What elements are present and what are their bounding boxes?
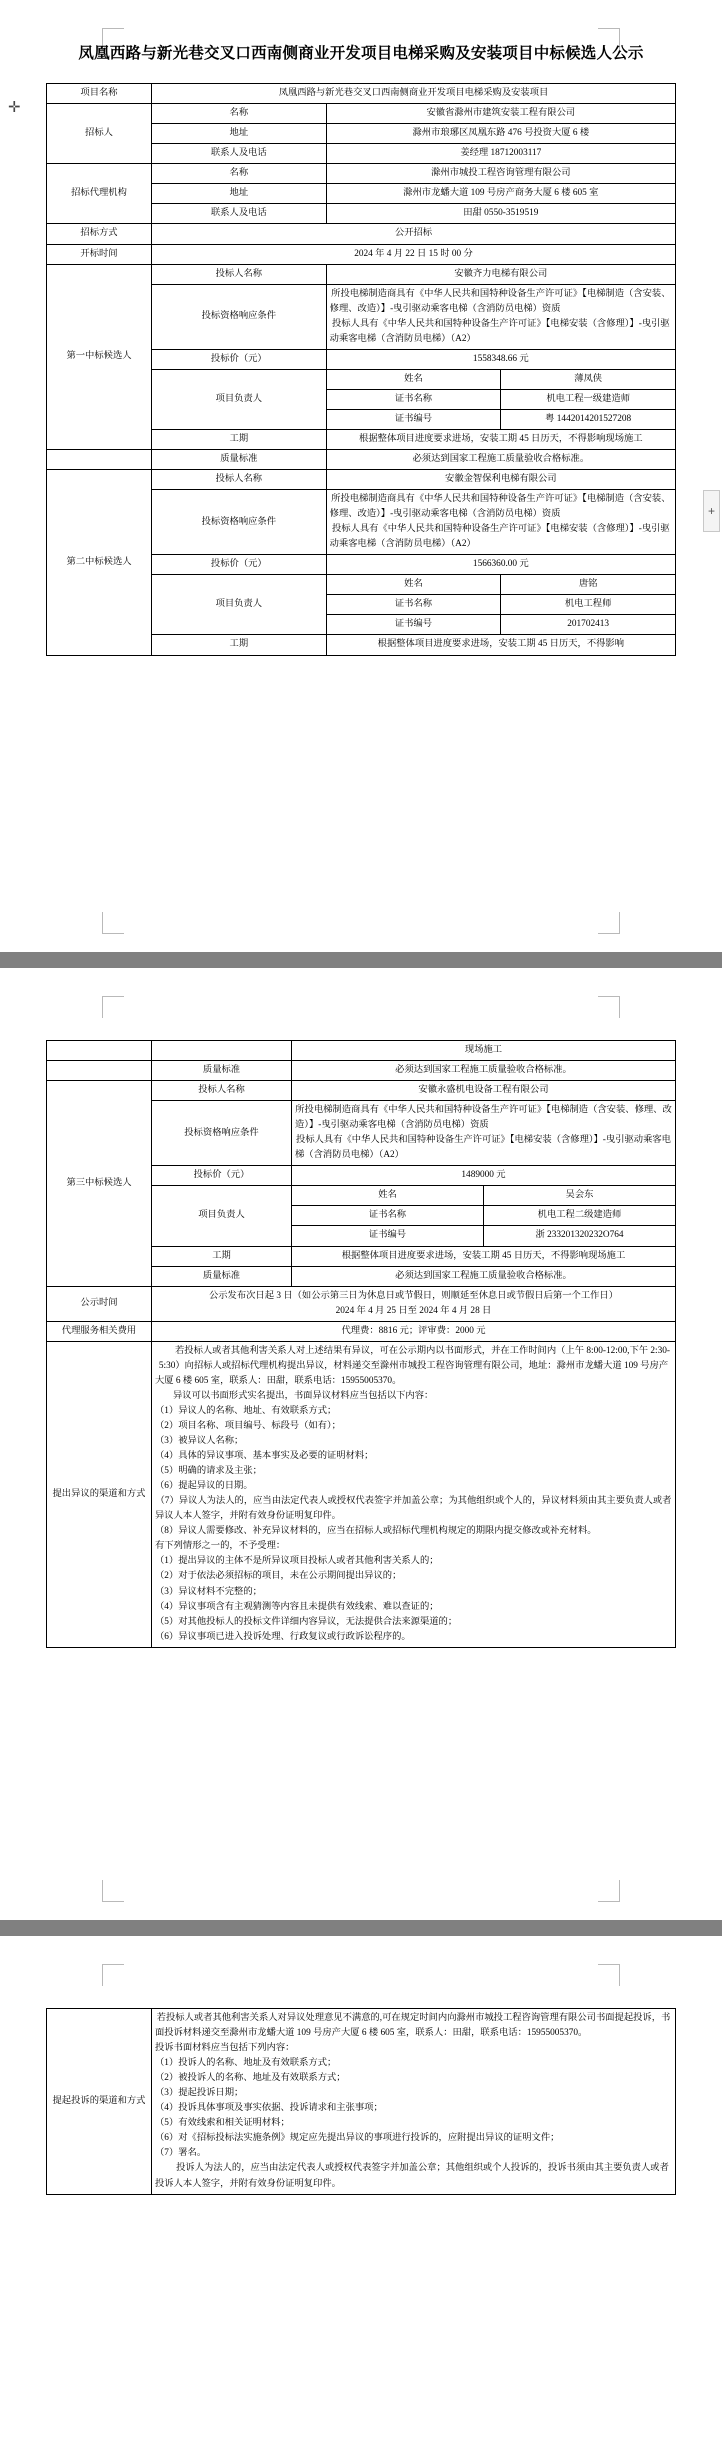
page-title: 凤凰西路与新光巷交叉口西南侧商业开发项目电梯采购及安装项目中标候选人公示: [78, 45, 644, 62]
candidate-3-qualification: [292, 1101, 676, 1166]
sub-label-quality: 质量标准: [152, 1061, 292, 1081]
candidate-1-bid-price: 1558348.66 元: [326, 349, 675, 369]
candidate-2-continuation-spacer: [47, 1041, 152, 1061]
bid-open-time-value: 2024 年 4 月 22 日 15 时 00 分: [152, 244, 676, 264]
sub-label-quality: 质量标准: [152, 450, 327, 470]
document-page-3: [0, 1936, 722, 2460]
candidate-2-qualification: [326, 490, 675, 555]
candidate-3-manager-name: 吴会东: [484, 1186, 676, 1206]
publicity-rule: 公示发布次日起 3 日（如公示第三日为休息日或节假日，则顺延至休息日或节假日后第一个工作日）: [208, 1290, 619, 1301]
sub-label-project-manager: 项目负责人: [152, 369, 327, 429]
table-row: [47, 1321, 676, 1341]
candidate-2-duration-part: 根据整体项目进度要求进场，安装工期 45 日历天，不得影响: [326, 635, 675, 655]
sub-label-bidder-name: 投标人名称: [152, 264, 327, 284]
sub-label-contact: 联系人及电话: [152, 144, 327, 164]
objection-item: （6）提起异议的日期。: [155, 1481, 253, 1492]
complaint-item: （6）对《招标投标法实施条例》规定应先提出异议的事项进行投诉的，应附提出异议的证明文件；: [155, 2133, 560, 2144]
sub-label-cert-no: 证书编号: [292, 1226, 484, 1246]
objection-reject-item: （5）对其他投标人的投标文件详细内容异议，无法提供合法来源渠道的；: [155, 1616, 458, 1627]
candidate-1-bidder-name: 安徽齐力电梯有限公司: [326, 264, 675, 284]
row-label-project-name: 项目名称: [47, 84, 152, 104]
row-label-candidate-2: 第二中标候选人: [47, 470, 152, 655]
complaint-paragraph-3: 投诉人为法人的，应当由法定代表人或授权代表签字并加盖公章；其他组织或个人投诉的，投诉书须由其主要负责人或者投诉人本人签字，并附有效身份证明复印件。: [155, 2163, 669, 2189]
candidate-3-bidder-name: 安徽永盛机电设备工程有限公司: [292, 1081, 676, 1101]
candidate-2-bidder-name: 安徽金智保利电梯有限公司: [326, 470, 675, 490]
objection-item: （2）项目名称、项目编号、标段号（如有）；: [155, 1420, 341, 1431]
row-label-tender-method: 招标方式: [47, 224, 152, 244]
objection-item: （1）异议人的名称、地址、有效联系方式；: [155, 1405, 337, 1416]
row-label-candidate-1: 第一中标候选人: [47, 264, 152, 449]
tenderee-contact-value: 姜经理 18712003117: [326, 144, 675, 164]
sub-label-qualification: 投标资格响应条件: [152, 1101, 292, 1166]
page-nav-widget[interactable]: +: [703, 490, 720, 532]
row-label-agency: 招标代理机构: [47, 164, 152, 224]
table-row: [47, 84, 676, 104]
sub-label-cert-name: 证书名称: [326, 595, 501, 615]
sub-label-address: 地址: [152, 184, 327, 204]
agency-fee-value: 代理费：8816 元；评审费：2000 元: [152, 1321, 676, 1341]
sub-label-duration: 工期: [152, 429, 327, 449]
sub-label-bid-price: 投标价（元）: [152, 555, 327, 575]
candidate-3-bid-price: 1489000 元: [292, 1166, 676, 1186]
candidate-2-manager-name: 唐铭: [501, 575, 676, 595]
table-row: [47, 264, 676, 284]
complaint-item: （3）提起投诉日期；: [155, 2088, 244, 2099]
candidate-3-cert-name: 机电工程二级建造师: [484, 1206, 676, 1226]
objection-item: （5）明确的请求及主张；: [155, 1466, 262, 1477]
qualification-line-2: 投标人具有《中华人民共和国特种设备生产许可证》【电梯安装（含修理）】-曳引驱动乘客电梯（含消防员电梯）（A2）: [329, 524, 670, 550]
agency-name-value: 滁州市城投工程咨询管理有限公司: [326, 164, 675, 184]
sub-label-duration: 工期: [152, 1246, 292, 1266]
row-label-complaint-channel: 提起投诉的渠道和方式: [47, 2009, 152, 2195]
sub-label-duration: 工期: [152, 635, 327, 655]
objection-paragraph-2: 异议可以书面形式实名提出，书面异议材料应当包括以下内容：: [173, 1390, 434, 1401]
candidate-2-cert-no: 201702413: [501, 615, 676, 635]
row-label-open-time: 开标时间: [47, 244, 152, 264]
crop-mark-bottom-left: [102, 1880, 124, 1902]
objection-reject-item: （2）对于依法必须招标的项目，未在公示期间提出异议的；: [155, 1571, 402, 1582]
crop-mark-bottom-left: [102, 912, 124, 934]
candidate-1-quality-spacer: [47, 450, 152, 470]
sub-label-qualification: 投标资格响应条件: [152, 284, 327, 349]
table-row: [47, 1341, 676, 1647]
complaint-item: （4）投诉具体事项及事实依据、投诉请求和主张事项；: [155, 2103, 383, 2114]
candidate-2-quality: 必须达到国家工程施工质量验收合格标准。: [292, 1061, 676, 1081]
crop-mark-bottom-right: [598, 1880, 620, 1902]
sub-label-contact: 联系人及电话: [152, 204, 327, 224]
candidate-2-duration-spacer: [152, 1041, 292, 1061]
sub-label-person-name: 姓名: [292, 1186, 484, 1206]
sub-label-name: 名称: [152, 164, 327, 184]
agency-contact-value: 田甜 0550-3519519: [326, 204, 675, 224]
tenderee-name-value: 安徽省滁州市建筑安装工程有限公司: [326, 104, 675, 124]
candidate-1-cert-name: 机电工程一级建造师: [501, 389, 676, 409]
sub-label-cert-no: 证书编号: [326, 409, 501, 429]
tender-info-table: [46, 83, 676, 655]
objection-paragraph-1: 若投标人或者其他利害关系人对上述结果有异议，可在公示期内以书面形式，并在工作时间内（上午 8:00-12:00,下午 2:30-5:30）向招标人或招标代理机构提出异议，材料递交至滁州市城投工程咨询管理有限公司，地址：滁州市龙蟠大道 109 号房产大厦 6 楼 605 室，联系人：田甜，联系电话：15955005370。: [155, 1345, 671, 1386]
objection-item: （7）异议人为法人的，应当由法定代表人或授权代表签字并加盖公章；为其他组织或个人的，异议材料须由其主要负责人或者异议人本人签字，并附有效身份证明复印件。: [155, 1496, 672, 1522]
objection-reject-item: （6）异议事项已进入投诉处理、行政复议或行政诉讼程序的。: [155, 1631, 411, 1642]
qualification-line-2: 投标人具有《中华人民共和国特种设备生产许可证》【电梯安装（含修理）】-曳引驱动乘客电梯（含消防员电梯）（A2）: [329, 318, 670, 344]
table-row: [47, 1061, 676, 1081]
complaint-item: （1）投诉人的名称、地址及有效联系方式；: [155, 2058, 337, 2069]
sub-label-person-name: 姓名: [326, 575, 501, 595]
candidate-2-bid-price: 1566360.00 元: [326, 555, 675, 575]
candidate-2-quality-spacer: [47, 1061, 152, 1081]
candidate-1-manager-name: 薄凤侠: [501, 369, 676, 389]
qualification-line-1: 所投电梯制造商具有《中华人民共和国特种设备生产许可证》【电梯制造（含安装、修理、改造）】-曳引驱动乘客电梯（含消防员电梯）资质: [329, 288, 671, 314]
candidate-2-cert-name: 机电工程师: [501, 595, 676, 615]
sub-label-cert-no: 证书编号: [326, 615, 501, 635]
sub-label-project-manager: 项目负责人: [152, 575, 327, 635]
candidate-2-duration-rest: 现场施工: [292, 1041, 676, 1061]
tender-method-value: 公开招标: [152, 224, 676, 244]
candidate-3-duration: 根据整体项目进度要求进场，安装工期 45 日历天，不得影响现场施工: [292, 1246, 676, 1266]
qualification-line-1: 所投电梯制造商具有《中华人民共和国特种设备生产许可证》【电梯制造（含安装、修理、改造）】-曳引驱动乘客电梯（含消防员电梯）资质: [295, 1105, 672, 1131]
sub-label-cert-name: 证书名称: [292, 1206, 484, 1226]
table-row: [47, 1286, 676, 1321]
complaint-table: [46, 2008, 676, 2195]
complaint-item: （5）有效线索和相关证明材料；: [155, 2118, 290, 2129]
publicity-time-value: [152, 1286, 676, 1321]
sub-label-bidder-name: 投标人名称: [152, 470, 327, 490]
sub-label-bidder-name: 投标人名称: [152, 1081, 292, 1101]
page-separator: [0, 952, 722, 968]
objection-item: （3）被异议人名称；: [155, 1436, 244, 1447]
sub-label-address: 地址: [152, 124, 327, 144]
objection-reject-item: （3）异议材料不完整的；: [155, 1586, 262, 1597]
qualification-line-2: 投标人具有《中华人民共和国特种设备生产许可证》【电梯安装（含修理）】-曳引驱动乘客电梯（含消防员电梯）（A2）: [295, 1135, 671, 1161]
sub-label-qualification: 投标资格响应条件: [152, 490, 327, 555]
table-row: [47, 224, 676, 244]
agency-address-value: 滁州市龙蟠大道 109 号房产商务大厦 6 楼 605 室: [326, 184, 675, 204]
candidate-3-cert-no: 浙 233201320232O764: [484, 1226, 676, 1246]
document-page-1: [0, 0, 722, 952]
objection-reject-item: （1）提出异议的主体不是所异议项目投标人或者其他利害关系人的；: [155, 1556, 439, 1567]
complaint-paragraph-2: 投诉书面材料应当包括下列内容：: [155, 2043, 295, 2054]
sub-label-bid-price: 投标价（元）: [152, 349, 327, 369]
row-label-agency-fee: 代理服务相关费用: [47, 1321, 152, 1341]
document-page-2: [0, 968, 722, 1920]
publicity-dates: 2024 年 4 月 25 日至 2024 年 4 月 28 日: [335, 1305, 492, 1316]
objection-channel-content: [152, 1341, 676, 1647]
row-label-tenderee: 招标人: [47, 104, 152, 164]
objection-item: （4）具体的异议事项、基本事实及必要的证明材料；: [155, 1451, 374, 1462]
table-row: [47, 1041, 676, 1061]
row-label-candidate-3: 第三中标候选人: [47, 1081, 152, 1287]
sub-label-cert-name: 证书名称: [326, 389, 501, 409]
complaint-item: （7）署名。: [155, 2148, 207, 2159]
candidate-1-duration: 根据整体项目进度要求进场，安装工期 45 日历天，不得影响现场施工: [326, 429, 675, 449]
candidate-3-quality: 必须达到国家工程施工质量验收合格标准。: [292, 1266, 676, 1286]
sub-label-bid-price: 投标价（元）: [152, 1166, 292, 1186]
table-row: [47, 450, 676, 470]
table-row: [47, 164, 676, 184]
tender-info-table-continued: [46, 1040, 676, 1648]
sub-label-quality: 质量标准: [152, 1266, 292, 1286]
sub-label-person-name: 姓名: [326, 369, 501, 389]
sub-label-name: 名称: [152, 104, 327, 124]
tenderee-address-value: 滁州市琅琊区凤凰东路 476 号投资大厦 6 楼: [326, 124, 675, 144]
table-row: [47, 104, 676, 124]
table-row: [47, 470, 676, 490]
table-row: [47, 2009, 676, 2195]
row-label-publicity-time: 公示时间: [47, 1286, 152, 1321]
table-row: [47, 1081, 676, 1101]
objection-reject-item: （4）异议事项含有主观猜测等内容且未提供有效线索、难以查证的；: [155, 1601, 439, 1612]
page-separator: [0, 1920, 722, 1936]
complaint-paragraph-1: 若投标人或者其他利害关系人对异议处理意见不满意的,可在规定时间内向滁州市城投工程咨询管理有限公司书面提起投诉，书面投诉材料递交至滁州市龙蟠大道 109 号房产大厦 6 楼 605 室，联系人：田甜，联系电话：15955005370。: [155, 2013, 671, 2039]
sub-label-project-manager: 项目负责人: [152, 1186, 292, 1246]
table-row: [47, 244, 676, 264]
row-label-objection-channel: 提出异议的渠道和方式: [47, 1341, 152, 1647]
complaint-channel-content: [152, 2009, 676, 2195]
candidate-1-qualification: [326, 284, 675, 349]
objection-item: （8）异议人需要修改、补充异议材料的，应当在招标人或招标代理机构规定的期限内提交修改或补充材料。: [155, 1526, 597, 1537]
crop-mark-bottom-right: [598, 912, 620, 934]
move-handle-icon[interactable]: ✛: [8, 98, 21, 116]
project-name-value: 凤凰西路与新光巷交叉口西南侧商业开发项目电梯采购及安装项目: [152, 84, 676, 104]
qualification-line-1: 所投电梯制造商具有《中华人民共和国特种设备生产许可证》【电梯制造（含安装、修理、改造）】-曳引驱动乘客电梯（含消防员电梯）资质: [329, 494, 671, 520]
candidate-1-quality: 必须达到国家工程施工质量验收合格标准。: [326, 450, 675, 470]
objection-reject-intro: 有下列情形之一的，不予受理：: [155, 1541, 286, 1552]
complaint-item: （2）被投诉人的名称、地址及有效联系方式；: [155, 2073, 346, 2084]
candidate-1-cert-no: 粤 1442014201527208: [501, 409, 676, 429]
